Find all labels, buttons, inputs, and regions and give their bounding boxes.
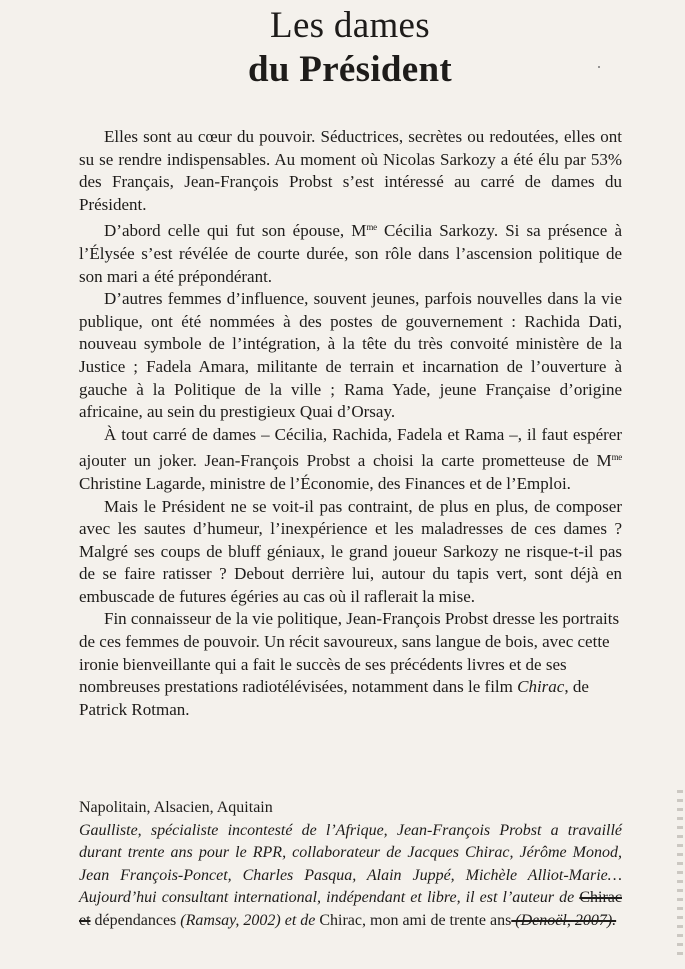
paragraph: D’abord celle qui fut son épouse, $M^{me}$ Cécilia Sarkozy. Si sa présence à l’Élysée s’est révélée de courte durée, son rôle dans l’ascension politique de son mari a été prépondérant. xyxy=(79,221,622,286)
spine-print-marks xyxy=(677,790,683,960)
paragraph: Elles sont au cœur du pouvoir. Séductrices, secrètes ou redoutées, elles ont su se rendre indispensables. Au moment où Nicolas Sarkozy a été élu par 53% des Français, Jean-François Probst s’est intéressé au carré de dames du Président. xyxy=(79,127,622,214)
author-origins: Napolitain, Alsacien, Aquitain xyxy=(79,799,273,816)
title-line-2: du Président xyxy=(247,49,453,90)
paper-speck xyxy=(598,66,600,68)
paragraph: À tout carré de dames – Cécilia, Rachida, Fadela et Rama –, il faut espérer ajouter un joker. Jean-François Probst a choisi la carte prometteuse de $M^{me}$ Christine Lagarde, ministre de l’Économie, des Finances et de l’Emploi. xyxy=(79,424,622,493)
author-bio xyxy=(79,797,622,932)
author-description: Gaulliste, spécialiste incontesté de l’Afrique, Jean-François Probst a travaillé durant trente ans pour le RPR, collaborateur de Jacques Chirac, Jérôme Monod, Jean François-Poncet, Charles Pasqua, Alain Juppé, Michèle Alliot-Marie… Aujourd’hui consultant international, indépendant et libre, il est l’auteur de Chirac et dépendances (Ramsay, 2002) et de Chirac, mon ami de trente ans (Denoël, 2007). xyxy=(79,821,622,929)
paragraph: Mais le Président ne se voit-il pas contraint, de plus en plus, de composer avec les sautes d’humeur, l’inexpérience et les maladresses de ces dames ? Malgré ses coups de bluff géniaux, le grand joueur Sarkozy ne risque-t-il pas de se faire ratisser ? Debout derrière lui, autour du tapis vert, sont déjà en embuscade de futures égéries au cas où il raflerait la mise. xyxy=(79,496,622,606)
blurb xyxy=(79,126,622,721)
title-line-1: Les dames xyxy=(270,5,430,46)
paragraph: Fin connaisseur de la vie politique, Jean-François Probst dresse les portraits de ces femmes de pouvoir. Un récit savoureux, sans langue de bois, avec cette ironie bienveillante qui a fait le succès de ses précédents livres et de ses nombreuses prestations radiotélévisées, notamment dans le film Chirac, de Patrick Rotman. xyxy=(79,609,620,719)
paragraph: D’autres femmes d’influence, souvent jeunes, parfois nouvelles dans la vie publique, ont été nommées à des postes de gouvernement : Rachida Dati, nouveau symbole de l’intégration, à la tête du très convoité ministère de la Justice ; Fadela Amara, militante de terrain et incarnation de l’ouverture à gauche à la Politique de la ville ; Rama Yade, jeune Française d’origine africaine, au sein du prestigieux Quai d’Orsay. xyxy=(79,289,622,422)
book-title xyxy=(0,4,685,92)
